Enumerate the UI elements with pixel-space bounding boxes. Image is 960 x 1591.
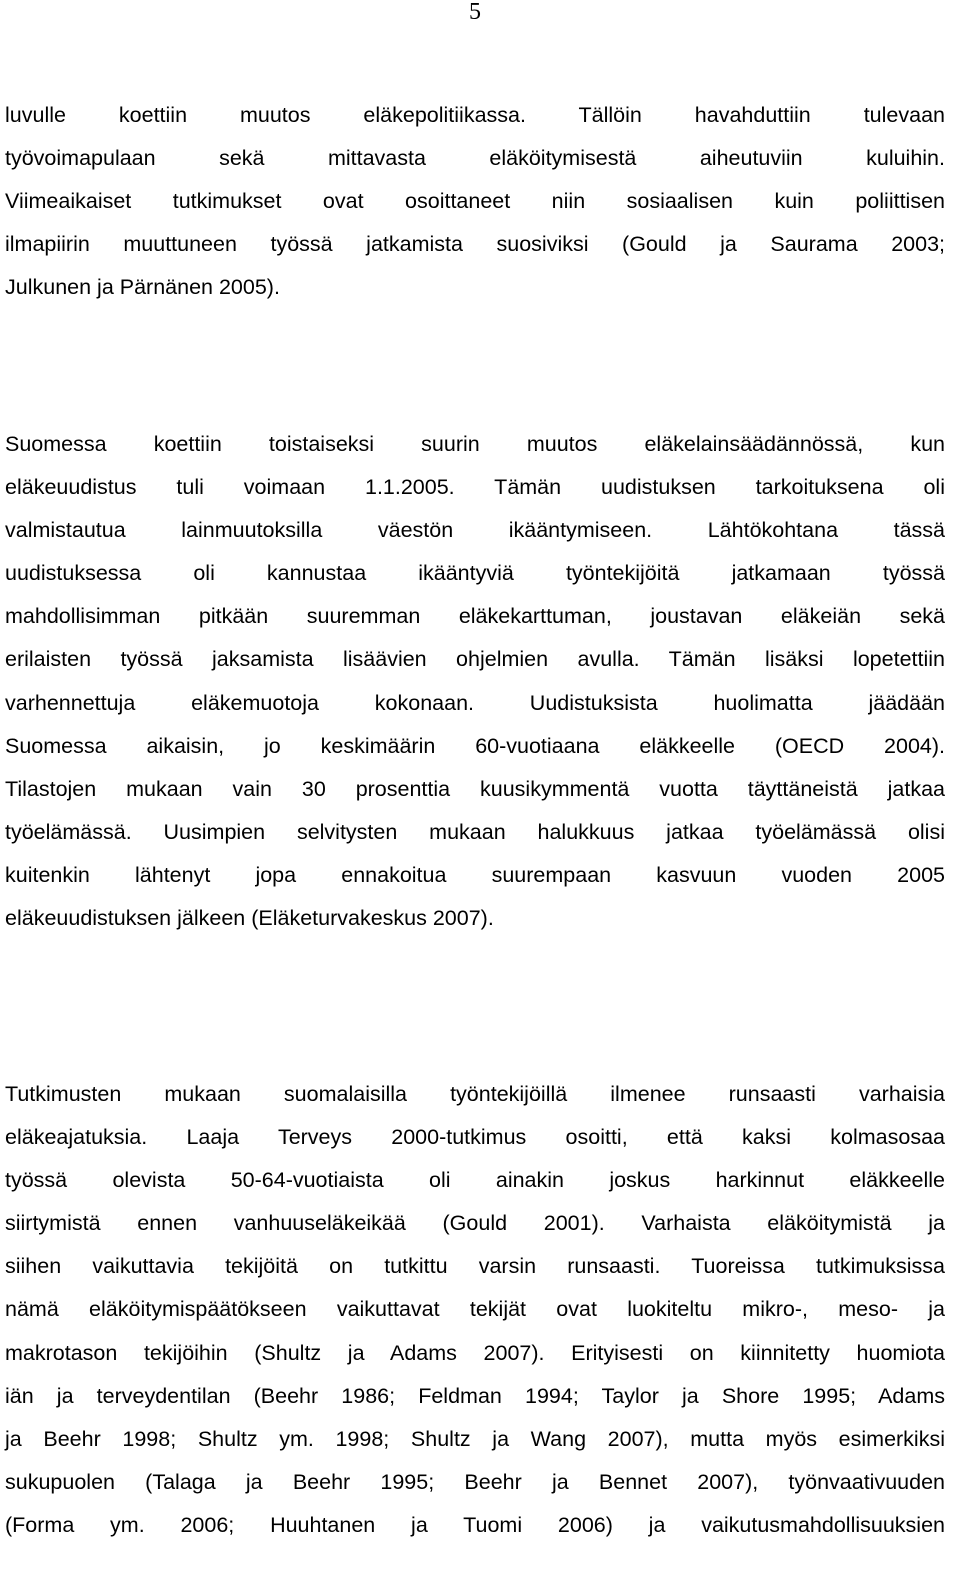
text-line: makrotason tekijöihin (Shultz ja Adams 2007). Erityisesti on kiinnitetty huomiota xyxy=(5,1340,945,1365)
text-line: luvulle koettiin muutos eläkepolitiikassa. Tällöin havahduttiin tulevaan xyxy=(5,103,945,127)
text-line: varhennettuja eläkemuotoja kokonaan. Uudistuksista huolimatta jäädään xyxy=(5,690,945,715)
text-line: Viimeaikaiset tutkimukset ovat osoittaneet niin sosiaalisen kuin poliittisen xyxy=(5,189,945,214)
text-line: Tutkimusten mukaan suomalaisilla työntekijöillä ilmenee runsaasti varhaisia xyxy=(5,1082,945,1106)
text-line: valmistautua lainmuutoksilla väestön ikääntymiseen. Lähtökohtana tässä xyxy=(5,518,945,543)
text-line: Tilastojen mukaan vain 30 prosenttia kuusikymmentä vuotta täyttäneistä jatkaa xyxy=(5,776,945,801)
text-line: Julkunen ja Pärnänen 2005). xyxy=(5,275,280,300)
text-line: kuitenkin lähtenyt jopa ennakoitua suurempaan kasvuun vuoden 2005 xyxy=(5,862,945,887)
text-line: eläkeuudistus tuli voimaan 1.1.2005. Tämän uudistuksen tarkoituksena oli xyxy=(5,475,945,500)
page-number: 5 xyxy=(469,0,481,25)
paragraph-3 xyxy=(5,1073,945,1547)
text-line: siihen vaikuttavia tekijöitä on tutkittu varsin runsaasti. Tuoreissa tutkimuksissa xyxy=(5,1254,945,1279)
text-line: (Forma ym. 2006; Huuhtanen ja Tuomi 2006) ja vaikutusmahdollisuuksien xyxy=(5,1512,945,1537)
text-line: työssä olevista 50-64-vuotiaista oli ainakin joskus harkinnut eläkkeelle xyxy=(5,1168,945,1193)
text-line: sukupuolen (Talaga ja Beehr 1995; Beehr ja Bennet 2007), työnvaativuuden xyxy=(5,1469,945,1494)
text-line: eläkeajatuksia. Laaja Terveys 2000-tutkimus osoitti, että kaksi kolmasosaa xyxy=(5,1125,945,1150)
text-line: työvoimapulaan sekä mittavasta eläköitymisestä aiheutuviin kuluihin. xyxy=(5,146,945,171)
text-line: siirtymistä ennen vanhuuseläkeikää (Gould 2001). Varhaista eläköitymistä ja xyxy=(5,1211,945,1236)
text-line: mahdollisimman pitkään suuremman eläkekarttuman, joustavan eläkeiän sekä xyxy=(5,604,945,629)
text-line: ilmapiirin muuttuneen työssä jatkamista suosiviksi (Gould ja Saurama 2003; xyxy=(5,232,945,257)
text-line: Suomessa koettiin toistaiseksi suurin muutos eläkelainsäädännössä, kun xyxy=(5,432,945,456)
text-line: uudistuksessa oli kannustaa ikääntyviä työntekijöitä jatkamaan työssä xyxy=(5,561,945,586)
text-line: iän ja terveydentilan (Beehr 1986; Feldman 1994; Taylor ja Shore 1995; Adams xyxy=(5,1383,945,1408)
paragraph-2 xyxy=(5,423,945,940)
text-line: työelämässä. Uusimpien selvitysten mukaan halukkuus jatkaa työelämässä olisi xyxy=(5,819,945,844)
text-line: eläkeuudistuksen jälkeen (Eläketurvakeskus 2007). xyxy=(5,906,494,931)
text-line: Suomessa aikaisin, jo keskimäärin 60-vuotiaana eläkkeelle (OECD 2004). xyxy=(5,733,945,758)
text-line: erilaisten työssä jaksamista lisäävien ohjelmien avulla. Tämän lisäksi lopetettiin xyxy=(5,647,945,672)
paragraph-1 xyxy=(5,94,945,309)
text-line: nämä eläköitymispäätökseen vaikuttavat tekijät ovat luokiteltu mikro-, meso- ja xyxy=(5,1297,945,1322)
text-line: ja Beehr 1998; Shultz ym. 1998; Shultz ja Wang 2007), mutta myös esimerkiksi xyxy=(5,1426,945,1451)
